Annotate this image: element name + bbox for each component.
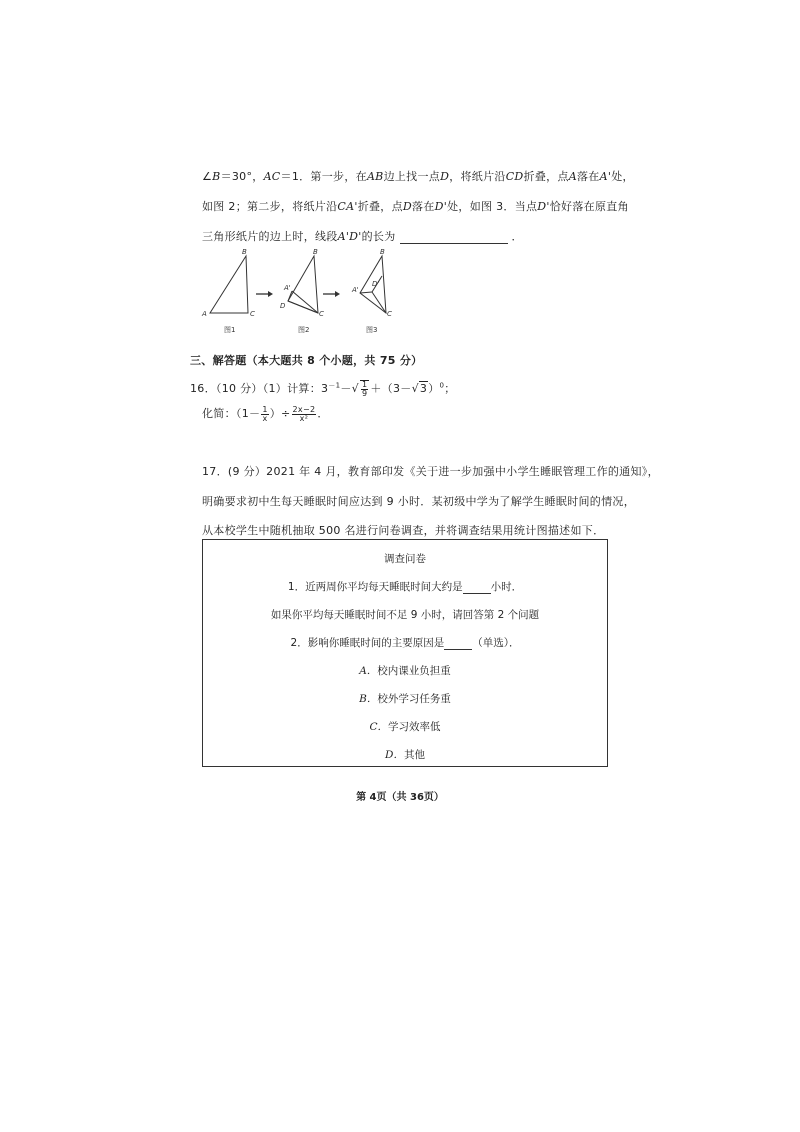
- segment-ad: [360, 292, 372, 293]
- figure-3: [351, 248, 392, 334]
- option-letter: A．: [359, 665, 378, 677]
- label-b: B: [313, 248, 318, 256]
- denominator: x²: [299, 413, 309, 423]
- label-d-prime: D': [372, 280, 380, 288]
- survey-option-b: [203, 691, 607, 706]
- text: －: [340, 382, 352, 395]
- label-d: D: [280, 302, 286, 310]
- math-var: A': [599, 170, 612, 183]
- text: 折叠，点: [523, 170, 569, 183]
- text: 2．影响你睡眠时间的主要原因是: [290, 637, 445, 649]
- survey-title: 调查问卷: [384, 553, 426, 565]
- problem17-line3: 从本校学生中随机抽取 500 名进行问卷调查，并将调查结果用统计图描述如下．: [202, 524, 605, 537]
- sqrt3: √3: [411, 382, 428, 395]
- option-text: 其他: [403, 749, 425, 761]
- math-var: A: [568, 170, 577, 183]
- option-letter: D．: [385, 749, 404, 761]
- label-c: C: [387, 310, 392, 318]
- figure-2: [280, 248, 324, 334]
- math-var: CA': [337, 200, 358, 213]
- option-text: 学习效率低: [388, 721, 441, 733]
- answer-blank[interactable]: [400, 232, 508, 244]
- math-var: D': [434, 200, 448, 213]
- problem15-line2: [202, 198, 629, 214]
- radicand: 3: [419, 382, 428, 395]
- text: 落在: [577, 170, 600, 183]
- label-c: C: [250, 310, 255, 318]
- text: 边上找一点: [383, 170, 441, 183]
- text: （单选）．: [472, 637, 520, 649]
- math-var: CD: [505, 170, 524, 183]
- text: ．: [317, 407, 329, 420]
- math-var: D: [440, 170, 450, 183]
- math-var: D': [537, 200, 550, 213]
- text: ）÷: [269, 407, 291, 420]
- text: ＋（3－: [370, 382, 412, 395]
- triangle-abc: [210, 256, 248, 313]
- text: 16．（10 分）（1）计算：3: [190, 382, 329, 395]
- text: ＝30°，: [220, 170, 264, 183]
- figure-2-caption: 图2: [298, 326, 310, 334]
- survey-q1: [203, 579, 607, 594]
- label-a-prime: A': [352, 286, 359, 294]
- option-text: 校内课业负担重: [377, 665, 451, 677]
- survey-option-a: [203, 663, 607, 678]
- text: ；: [444, 382, 456, 395]
- answer-blank[interactable]: [444, 639, 472, 650]
- text: 恰好落在原直角: [549, 200, 629, 213]
- segment-ac: [292, 291, 318, 313]
- page-footer: 第 4页（共 36页）: [356, 792, 444, 803]
- sqrt-fraction: √ $\frac{1}{9}$: [351, 380, 368, 398]
- triangle-fig2: [288, 256, 318, 313]
- option-letter: C．: [369, 721, 389, 733]
- text: 处，如图 3．当点: [447, 200, 538, 213]
- math-var: AB: [366, 170, 384, 183]
- problem17-line2: 明确要求初中生每天睡眠时间应达到 9 小时．某初级中学为了解学生睡眠时间的情况，: [202, 495, 635, 508]
- text: ＝1．第一步，在: [280, 170, 367, 183]
- math-var: B: [212, 170, 221, 183]
- label-a-prime: A': [284, 284, 291, 292]
- numerator: 1: [361, 380, 368, 389]
- text: 折叠，点: [357, 200, 403, 213]
- denominator: 9: [361, 389, 368, 398]
- text: 化简：（1－: [202, 407, 261, 420]
- option-letter: B．: [359, 693, 378, 705]
- text: 处，: [611, 170, 634, 183]
- problem16-line2: [202, 405, 329, 423]
- figure-1: [201, 248, 255, 334]
- denominator: x: [262, 413, 268, 423]
- folding-figures: [196, 246, 406, 346]
- problem16-line1: [190, 380, 456, 398]
- problem15-line1: [202, 168, 634, 184]
- arrow-2: [323, 291, 340, 297]
- math-var: AC: [263, 170, 281, 183]
- text: ）: [428, 382, 440, 395]
- numerator: 2x−2: [292, 404, 316, 414]
- label-b: B: [242, 248, 247, 256]
- fold-line-cd: [288, 301, 318, 313]
- text: ．: [511, 230, 523, 243]
- label-c: C: [319, 310, 324, 318]
- figure-1-caption: 图1: [224, 326, 236, 334]
- exponent: 0: [439, 381, 445, 390]
- text: 小时．: [490, 581, 523, 593]
- exponent: －1: [328, 381, 341, 390]
- problem17-line1: 17．(9 分）2021 年 4 月，教育部印发《关于进一步加强中小学生睡眠管理工作的通知》，: [202, 465, 659, 478]
- text: 1．近两周你平均每天睡眠时间大约是: [287, 581, 463, 593]
- text: 如图 2；第二步，将纸片沿: [202, 200, 338, 213]
- text: 落在: [412, 200, 435, 213]
- text: 三角形纸片的边上时，线段: [202, 230, 338, 243]
- survey-box: [202, 539, 608, 767]
- numerator: 1: [262, 404, 268, 414]
- arrow-1: [256, 291, 273, 297]
- problem15-line3: [202, 228, 523, 244]
- answer-blank[interactable]: [463, 583, 491, 594]
- text: ，将纸片沿: [449, 170, 506, 183]
- figure-3-caption: 图3: [366, 326, 378, 334]
- survey-note: 如果你平均每天睡眠时间不足 9 小时，请回答第 2 个问题: [270, 609, 540, 621]
- label-b: B: [380, 248, 385, 256]
- section-title: 三、解答题（本大题共 8 个小题，共 75 分）: [190, 354, 423, 367]
- math-var: D: [402, 200, 413, 213]
- text: 的长为: [361, 230, 396, 243]
- math-var: A'D': [337, 230, 362, 243]
- text: ∠: [202, 170, 213, 183]
- label-a: A: [202, 310, 207, 318]
- option-text: 校外学习任务重: [377, 693, 451, 705]
- survey-option-c: [203, 719, 607, 734]
- segment-dc: [372, 292, 386, 313]
- survey-option-d: [203, 747, 607, 762]
- survey-q2: [203, 635, 607, 650]
